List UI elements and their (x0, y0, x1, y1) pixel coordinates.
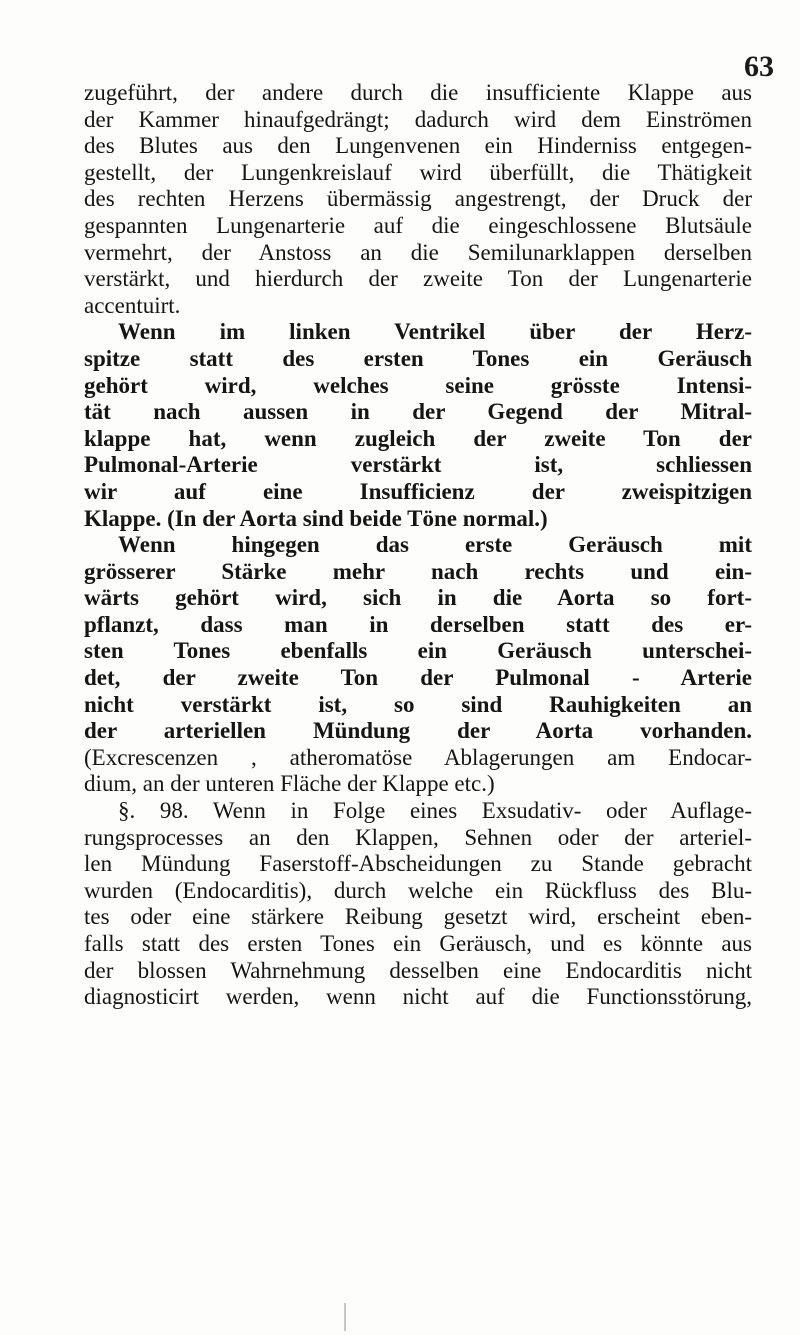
text-line: gehört wird, welches seine grösste Intensi- (84, 372, 752, 398)
text-line: det, der zweite Ton der Pulmonal - Arterie (84, 665, 752, 691)
scan-artifact (344, 1303, 346, 1331)
text-line: rungsprocesses an den Klappen, Sehnen oder der arteriel- (84, 824, 752, 850)
text-line: nicht verstärkt ist, so sind Rauhigkeiten an (84, 691, 752, 717)
text-line: der blossen Wahrnehmung desselben eine Endocarditis nicht (84, 957, 752, 983)
text-line: des Blutes aus den Lungenvenen ein Hinderniss entgegen- (84, 133, 752, 159)
text-line: gestellt, der Lungenkreislauf wird überfüllt, die Thätigkeit (84, 159, 752, 185)
text-line: diagnosticirt werden, wenn nicht auf die Functionsstörung, (84, 984, 752, 1010)
text-line: dium, an der unteren Fläche der Klappe etc.) (84, 771, 495, 797)
text-line: zugeführt, der andere durch die insufficiente Klappe aus (84, 80, 752, 105)
text-line: (Excrescenzen , atheromatöse Ablagerungen am Endocar- (84, 744, 752, 770)
text-line: wir auf eine Insufficienz der zweispitzigen (84, 478, 752, 504)
text-line: vermehrt, der Anstoss an die Semilunarklappen derselben (84, 239, 752, 265)
body-text (84, 80, 752, 1011)
text-line: Wenn hingegen das erste Geräusch mit (118, 532, 752, 558)
text-line: tät nach aussen in der Gegend der Mitral- (84, 399, 752, 425)
text-line: spitze statt des ersten Tones ein Geräusch (84, 345, 752, 371)
text-line: Pulmonal-Arterie verstärkt ist, schliessen (84, 452, 752, 478)
text-line: klappe hat, wenn zugleich der zweite Ton der (84, 425, 752, 451)
text-line: grösserer Stärke mehr nach rechts und ein- (84, 558, 752, 584)
text-line: accentuirt. (84, 292, 181, 318)
text-line: verstärkt, und hierdurch der zweite Ton der Lungenarterie (84, 266, 752, 292)
text-line: wärts gehört wird, sich in die Aorta so fort- (84, 585, 752, 611)
text-line: falls statt des ersten Tones ein Geräusch, und es könnte aus (84, 931, 752, 956)
text-line: gespannten Lungenarterie auf die eingeschlossene Blutsäule (84, 212, 752, 238)
text-line: des rechten Herzens übermässig angestrengt, der Druck der (84, 186, 752, 212)
text-line: Klappe. (In der Aorta sind beide Töne normal.) (84, 505, 548, 531)
page-number: 63 (744, 50, 774, 83)
text-line: sten Tones ebenfalls ein Geräusch unterschei- (84, 638, 752, 664)
text-line: pflanzt, dass man in derselben statt des er- (84, 611, 752, 637)
text-line: wurden (Endocarditis), durch welche ein Rückfluss des Blu- (84, 877, 752, 903)
text-line: der Kammer hinaufgedrängt; dadurch wird dem Einströmen (84, 106, 752, 132)
text-line: der arteriellen Mündung der Aorta vorhanden. (84, 718, 752, 744)
text-line: tes oder eine stärkere Reibung gesetzt wird, erscheint eben- (84, 904, 752, 930)
text-line: Wenn im linken Ventrikel über der Herz- (118, 319, 752, 345)
text-line: len Mündung Faserstoff-Abscheidungen zu Stande gebracht (84, 851, 752, 877)
text-line: §. 98. Wenn in Folge eines Exsudativ- oder Auflage- (118, 798, 752, 824)
